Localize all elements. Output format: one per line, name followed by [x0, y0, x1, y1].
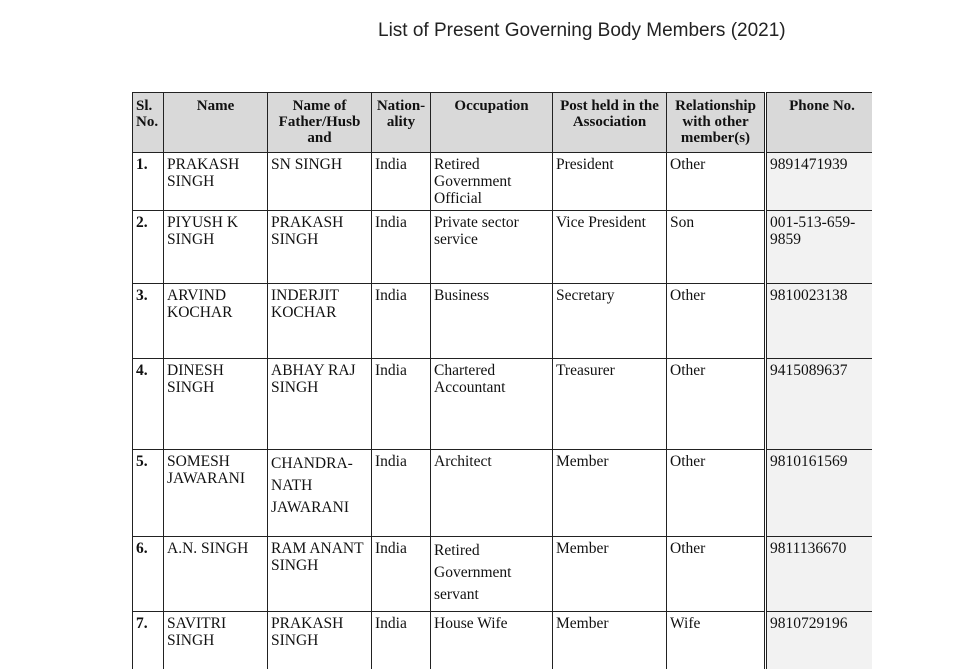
- members-table-container: [132, 92, 872, 669]
- table-row: [133, 612, 873, 669]
- cell-occupation: House Wife: [431, 612, 553, 669]
- header-occupation: Occupation: [431, 93, 553, 153]
- cell-sl-no: 7.: [133, 612, 164, 669]
- cell-occupation: Business: [431, 284, 553, 359]
- table-row: [133, 537, 873, 612]
- cell-name: PIYUSH K SINGH: [164, 211, 268, 284]
- cell-occupation: Retired Government Official: [431, 153, 553, 211]
- cell-name: SAVITRI SINGH: [164, 612, 268, 669]
- cell-phone: 001-513-659-9859: [766, 211, 873, 284]
- header-phone: Phone No.: [766, 93, 873, 153]
- cell-post: Treasurer: [553, 359, 667, 450]
- cell-sl-no: 3.: [133, 284, 164, 359]
- cell-phone: 9810023138: [766, 284, 873, 359]
- cell-relationship: Other: [667, 284, 766, 359]
- cell-sl-no: 2.: [133, 211, 164, 284]
- cell-post: Secretary: [553, 284, 667, 359]
- cell-father-husband: INDERJIT KOCHAR: [268, 284, 372, 359]
- cell-relationship: Other: [667, 359, 766, 450]
- cell-nationality: India: [372, 537, 431, 612]
- cell-relationship: Son: [667, 211, 766, 284]
- cell-sl-no: 5.: [133, 450, 164, 537]
- cell-occupation: Chartered Accountant: [431, 359, 553, 450]
- cell-father-husband: CHANDRA-NATH JAWARANI: [268, 450, 372, 537]
- members-table: [132, 92, 872, 669]
- table-row: [133, 211, 873, 284]
- cell-post: Member: [553, 612, 667, 669]
- cell-name: ARVIND KOCHAR: [164, 284, 268, 359]
- cell-father-husband: RAM ANANT SINGH: [268, 537, 372, 612]
- header-post: Post held in the Association: [553, 93, 667, 153]
- header-name: Name: [164, 93, 268, 153]
- cell-sl-no: 6.: [133, 537, 164, 612]
- page-title: List of Present Governing Body Members (2021): [378, 20, 786, 41]
- cell-name: DINESH SINGH: [164, 359, 268, 450]
- cell-nationality: India: [372, 612, 431, 669]
- cell-relationship: Wife: [667, 612, 766, 669]
- cell-name: A.N. SINGH: [164, 537, 268, 612]
- table-row: [133, 359, 873, 450]
- cell-nationality: India: [372, 284, 431, 359]
- header-relationship: Relationship with other member(s): [667, 93, 766, 153]
- cell-phone: 9810729196: [766, 612, 873, 669]
- cell-nationality: India: [372, 211, 431, 284]
- cell-relationship: Other: [667, 153, 766, 211]
- header-nationality: Nation-ality: [372, 93, 431, 153]
- cell-father-husband: SN SINGH: [268, 153, 372, 211]
- cell-name: PRAKASH SINGH: [164, 153, 268, 211]
- cell-phone: 9810161569: [766, 450, 873, 537]
- cell-phone: 9811136670: [766, 537, 873, 612]
- cell-sl-no: 1.: [133, 153, 164, 211]
- cell-nationality: India: [372, 153, 431, 211]
- header-father-husband: Name of Father/Husb and: [268, 93, 372, 153]
- cell-nationality: India: [372, 359, 431, 450]
- cell-relationship: Other: [667, 537, 766, 612]
- cell-father-husband: PRAKASH SINGH: [268, 612, 372, 669]
- cell-post: President: [553, 153, 667, 211]
- cell-father-husband: ABHAY RAJ SINGH: [268, 359, 372, 450]
- cell-name: SOMESH JAWARANI: [164, 450, 268, 537]
- table-row: [133, 450, 873, 537]
- table-header-row: [133, 93, 873, 153]
- cell-post: Member: [553, 537, 667, 612]
- table-row: [133, 153, 873, 211]
- cell-relationship: Other: [667, 450, 766, 537]
- cell-phone: 9891471939: [766, 153, 873, 211]
- cell-sl-no: 4.: [133, 359, 164, 450]
- table-row: [133, 284, 873, 359]
- cell-occupation: Private sector service: [431, 211, 553, 284]
- cell-occupation: Architect: [431, 450, 553, 537]
- cell-nationality: India: [372, 450, 431, 537]
- cell-phone: 9415089637: [766, 359, 873, 450]
- cell-occupation: Retired Government servant: [431, 537, 553, 612]
- cell-post: Vice President: [553, 211, 667, 284]
- cell-post: Member: [553, 450, 667, 537]
- cell-father-husband: PRAKASH SINGH: [268, 211, 372, 284]
- header-sl-no: Sl. No.: [133, 93, 164, 153]
